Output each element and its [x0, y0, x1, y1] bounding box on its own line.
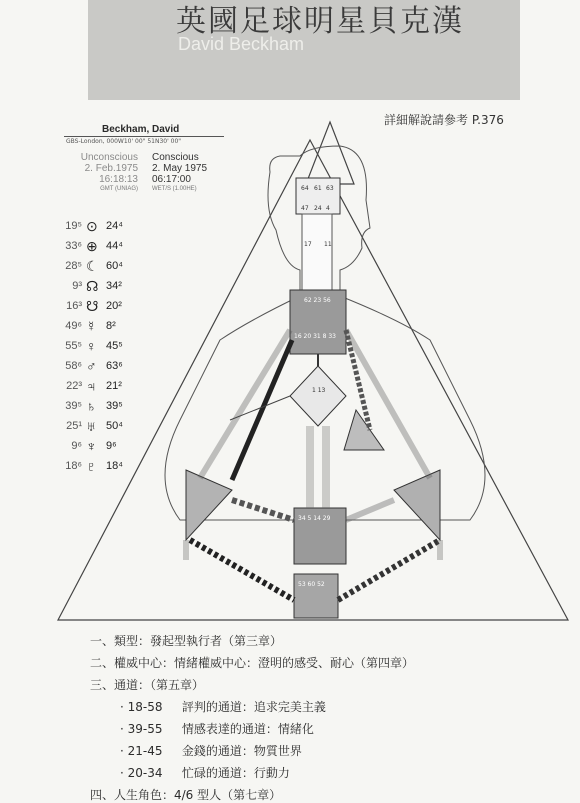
- reference-note: 詳細解說請參考 P.376: [384, 113, 504, 127]
- mercury-icon: ☿: [86, 318, 97, 334]
- spleen-center: [186, 470, 232, 540]
- solar-center: [394, 470, 440, 540]
- channels-header: 三、通道：（第五章）: [90, 678, 205, 692]
- personality-gate: 50⁴: [106, 420, 123, 432]
- unconscious-label: Unconscious: [80, 152, 138, 163]
- gate-g: 1 13: [312, 387, 326, 394]
- personality-gate: 45⁵: [106, 340, 123, 352]
- jupiter-icon: ♃: [86, 378, 97, 394]
- design-gate: 58⁶: [65, 360, 82, 372]
- design-gate: 28⁵: [65, 260, 82, 272]
- planet-row: [56, 418, 132, 436]
- design-gate: 55⁵: [65, 340, 82, 352]
- conscious-tz: WET/S (1.00HE): [152, 186, 197, 192]
- conscious-time: 06:17:00: [152, 174, 191, 185]
- channel-sacral-solar: [346, 500, 394, 520]
- conscious-column: [152, 152, 207, 193]
- design-gate: 9³: [72, 280, 82, 292]
- gate-root: 53 60 52: [298, 581, 325, 588]
- profile-line: 四、人生角色：4/6 型人（第七章）: [90, 788, 282, 802]
- channel-number: · 39-55: [120, 722, 163, 736]
- earth-icon: ⊕: [86, 238, 98, 254]
- personality-gate: 21²: [106, 380, 122, 392]
- venus-icon: ♀: [86, 338, 97, 354]
- gate-head-3: 63: [326, 185, 334, 192]
- conscious-label: Conscious: [152, 152, 199, 163]
- design-gate: 39⁵: [65, 400, 82, 412]
- unconscious-time: 16:18:13: [99, 174, 138, 185]
- personality-gate: 9⁶: [106, 440, 117, 452]
- channel-number: · 20-34: [120, 766, 163, 780]
- channel-item: [120, 720, 314, 737]
- planet-row: [56, 278, 132, 296]
- authority-line: 二、權威中心：情緒權威中心：澄明的感受、耐心（第四章）: [90, 656, 415, 670]
- gate-31: 62 23 56: [304, 297, 331, 304]
- channel-number: · 18-58: [120, 700, 163, 714]
- gate-ajna-2: 24: [314, 205, 322, 212]
- personality-gate: 24⁴: [106, 220, 123, 232]
- channel-item: [120, 742, 302, 759]
- gate-sacral: 34 5 14 29: [298, 515, 331, 522]
- personality-gate: 18⁴: [106, 460, 123, 472]
- south-node-icon: ☋: [86, 298, 99, 314]
- planet-row: [56, 438, 132, 456]
- planet-row: [56, 458, 132, 476]
- gate-45: 16 20 31 8 33: [294, 333, 336, 340]
- moon-icon: ☾: [86, 258, 99, 274]
- gate-ajna-3: 4: [326, 205, 330, 212]
- north-node-icon: ☊: [86, 278, 99, 294]
- channel-text: 忙碌的通道：行動力: [181, 766, 290, 780]
- g-center: [290, 366, 346, 426]
- personality-gate: 34²: [106, 280, 122, 292]
- design-gate: 9⁶: [71, 440, 82, 452]
- heart-center: [344, 410, 384, 450]
- planet-row: [56, 378, 132, 396]
- saturn-icon: ♄: [86, 398, 97, 414]
- personality-gate: 20²: [106, 300, 122, 312]
- planet-row: [56, 258, 132, 276]
- design-gate: 49⁶: [65, 320, 82, 332]
- channel-item: [120, 698, 326, 715]
- channel-item: [120, 764, 290, 781]
- gate-head-2: 61: [314, 185, 322, 192]
- channel-39-55: [338, 540, 440, 600]
- design-gate: 18⁶: [65, 460, 82, 472]
- unconscious-tz: GMT (UNIAG): [100, 186, 138, 192]
- design-gate: 16³: [66, 300, 82, 312]
- pluto-icon: ♇: [86, 458, 97, 474]
- personality-gate: 44⁴: [106, 240, 123, 252]
- channel-ajna-throat: [302, 214, 332, 294]
- gate-11: 11: [324, 241, 332, 248]
- planet-row: [56, 398, 132, 416]
- neptune-icon: ♆: [86, 438, 97, 454]
- design-gate: 25¹: [66, 420, 82, 432]
- page-title: 英國足球明星貝克漢: [176, 4, 464, 39]
- personality-gate: 63⁶: [106, 360, 123, 372]
- personality-gate: 39⁵: [106, 400, 123, 412]
- channel-spleen-sacral: [232, 500, 294, 520]
- type-line: 一、類型：發起型執行者（第三章）: [90, 634, 283, 648]
- channel-throat-solar: [346, 330, 430, 478]
- gate-head-1: 64: [301, 185, 309, 192]
- channel-text: 情感表達的通道：情緒化: [181, 722, 314, 736]
- mars-icon: ♂: [86, 358, 97, 374]
- planet-row: [56, 318, 132, 336]
- uranus-icon: ♅: [86, 418, 97, 434]
- planet-row: [56, 338, 132, 356]
- design-gate: 33⁶: [65, 240, 82, 252]
- person-name: Beckham, David: [102, 124, 180, 135]
- conscious-date: 2. May 1975: [152, 163, 208, 174]
- channel-number: · 21-45: [120, 744, 163, 758]
- gate-17: 17: [304, 241, 312, 248]
- channel-text: 金錢的通道：物質世界: [181, 744, 302, 758]
- unconscious-column: [72, 152, 138, 193]
- planet-row: [56, 298, 132, 316]
- planet-row: [56, 218, 132, 236]
- channel-text: 評判的通道：追求完美主義: [181, 700, 326, 714]
- design-gate: 22³: [66, 380, 82, 392]
- sun-icon: ⊙: [86, 218, 98, 234]
- planet-row: [56, 358, 132, 376]
- gate-ajna-1: 47: [301, 205, 309, 212]
- channel-18-58: [190, 540, 294, 600]
- design-gate: 19⁵: [65, 220, 82, 232]
- planet-row: [56, 238, 132, 256]
- personality-gate: 8²: [106, 320, 116, 332]
- divider: [64, 136, 224, 137]
- page-subtitle: David Beckham: [178, 34, 305, 54]
- unconscious-date: 2. Feb.1975: [84, 163, 138, 174]
- personality-gate: 60⁴: [106, 260, 123, 272]
- head-triangle: [306, 122, 354, 184]
- birth-location: GBS-London, 000W10' 00" 51N30' 00": [66, 138, 182, 145]
